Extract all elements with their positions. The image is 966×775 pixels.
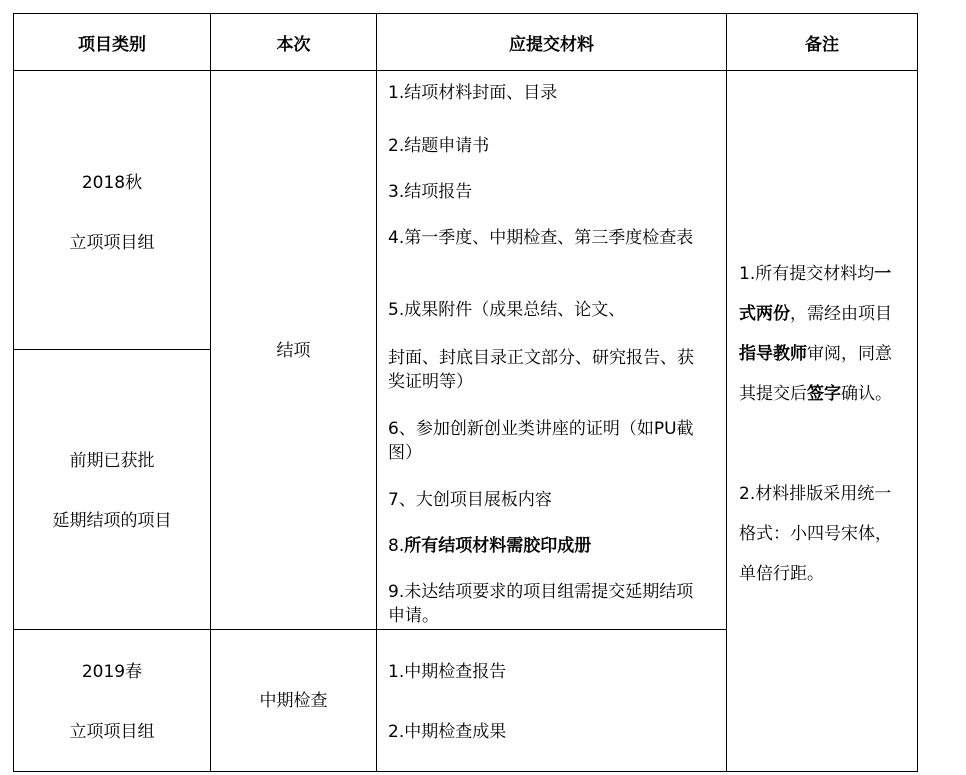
category-extended-line1: 前期已获批	[69, 451, 155, 471]
col-divider	[210, 14, 211, 771]
row-divider	[14, 349, 211, 350]
phase-final: 结项	[276, 341, 311, 361]
phase-midterm: 中期检查	[259, 691, 328, 711]
header-materials: 应提交材料	[509, 35, 594, 55]
note-2: 2.材料排版采用统一格式：小四号宋体，单倍行距。	[739, 484, 892, 584]
header-category: 项目类别	[78, 35, 146, 55]
row-divider	[14, 629, 727, 630]
header-notes: 备注	[805, 35, 839, 55]
material-item-bold	[377, 534, 718, 558]
material-item: 5.成果附件（成果总结、论文、	[388, 300, 626, 320]
category-2019-spring-year: 2019春	[81, 662, 143, 682]
material-item: 4.第一季度、中期检查、第三季度检查表	[388, 228, 694, 248]
header-phase: 本次	[276, 35, 311, 55]
midterm-item: 1.中期检查报告	[388, 662, 507, 682]
midterm-item: 2.中期检查成果	[388, 722, 507, 742]
material-item-prefix: 8.	[388, 536, 405, 556]
category-2019-spring-group: 立项项目组	[69, 722, 155, 742]
category-2018-autumn-group: 立项项目组	[69, 233, 155, 253]
material-item: 封面、封底目录正文部分、研究报告、获奖证明等）	[388, 348, 694, 392]
material-item: 2.结题申请书	[388, 136, 490, 156]
material-item: 9.未达结项要求的项目组需提交延期结项申请。	[388, 582, 694, 626]
material-item: 1.结项材料封面、目录	[388, 83, 558, 103]
material-item: 3.结项报告	[388, 182, 473, 202]
category-extended-line2: 延期结项的项目	[52, 511, 172, 531]
materials-table	[13, 13, 918, 772]
category-2018-autumn-year: 2018秋	[81, 173, 143, 193]
note-1: 1.所有提交材料均一式两份，需经由项目指导教师审阅，同意其提交后签字确认。	[739, 264, 892, 404]
material-item-emphasis: 所有结项材料需胶印成册	[404, 536, 592, 556]
material-item: 6、参加创新创业类讲座的证明（如PU截图）	[388, 419, 694, 463]
material-item: 7、大创项目展板内容	[388, 490, 552, 510]
